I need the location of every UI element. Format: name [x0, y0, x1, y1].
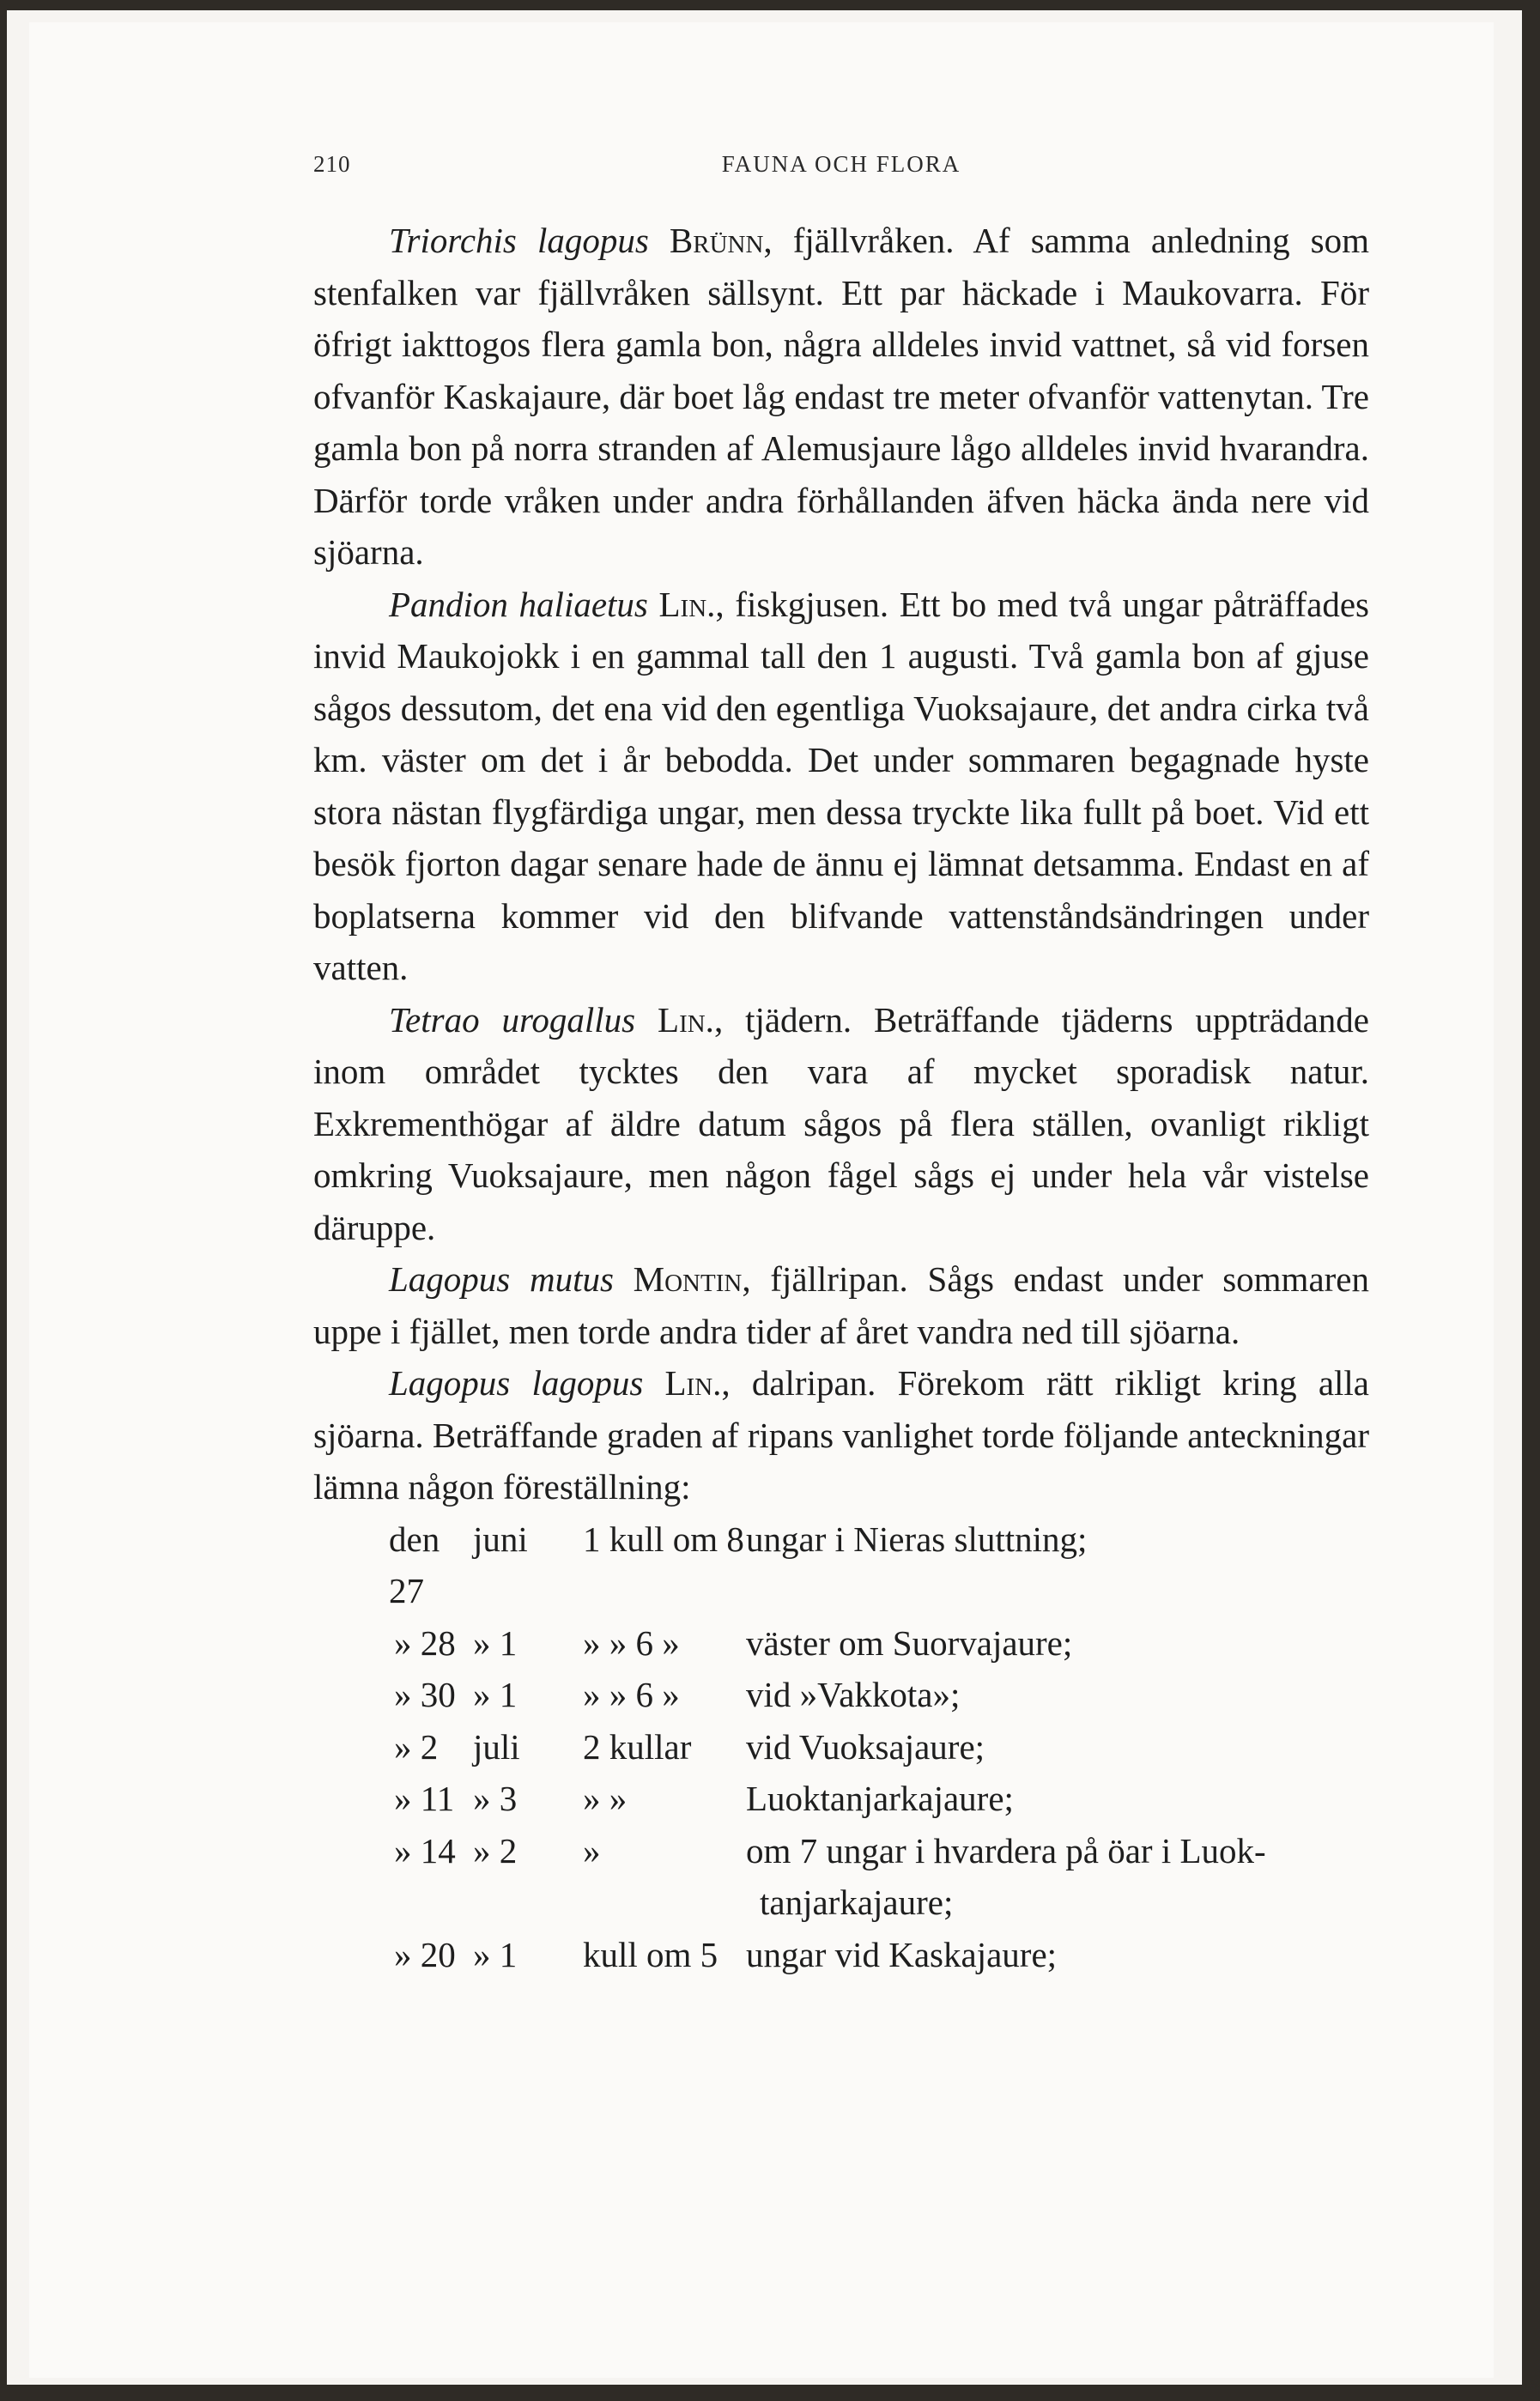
obs-date: » 14 [394, 1830, 456, 1870]
species-author: Brünn [669, 221, 764, 260]
species-name: Lagopus lagopus [389, 1363, 644, 1403]
obs-place: ungar i Nieras sluttning; [746, 1519, 1088, 1559]
species-author: Montin [633, 1259, 743, 1299]
body-text [313, 215, 1369, 1980]
obs-date: » 30 [394, 1675, 456, 1714]
species-author: Lin. [664, 1363, 722, 1403]
page-header [313, 151, 1369, 185]
paragraph [313, 1357, 1369, 1513]
obs-place: väster om Suorvajaure; [746, 1622, 1073, 1663]
obs-month: juni [473, 1519, 528, 1559]
paragraph-text: , fiskgjusen. Ett bo med två ungar påträffades invid Maukojokk i en gammal tall den 1 augusti. Två gamla bon af gjuse sågos dessutom, det ena vid den egentliga Vuoksajaure, det andra cirka två km. väster om det i år bebodda. Det under sommaren begagnade hyste stora nästan flygfärdiga ungar, men dessa tryckte lika fullt på boet. Vid ett besök fjorton dagar senare hade de ännu ej lämnat detsamma. Endast en af boplatserna kommer vid den blifvande vattenståndsändringen under vatten. [313, 584, 1370, 987]
obs-place: om 7 ungar i hvardera på öar i Luok- [746, 1830, 1266, 1870]
obs-place: Luoktanjarkajaure; [746, 1779, 1014, 1818]
observation-row [313, 1513, 1369, 1617]
obs-count: kull om 5 [583, 1934, 718, 1974]
obs-month: juli [473, 1726, 520, 1767]
obs-count: » [583, 1830, 601, 1870]
obs-date: » 28 [394, 1622, 456, 1663]
running-head: FAUNA OCH FLORA [721, 151, 961, 177]
observation-row [313, 1773, 1369, 1825]
page-number: 210 [313, 151, 351, 177]
paragraph [313, 1253, 1369, 1357]
paragraph-text: , fjällvråken. Af samma anledning som stenfalken var fjällvråken sällsynt. Ett par häckade i Maukovarra. För öfrigt iakttogos flera gamla bon, några alldeles invid vattnet, så vid forsen ofvanför Kaskajaure, där boet låg endast tre meter ofvanför vattenytan. Tre gamla bon på norra stranden af Alemusjaure lågo alldeles invid hvarandra. Därför torde vråken under andra förhållanden äfven häcka ända nere vid sjöarna. [313, 221, 1370, 572]
paragraph [313, 215, 1369, 579]
species-author: Lin. [658, 999, 714, 1040]
obs-date: » 20 [394, 1934, 456, 1974]
obs-month: » 1 [473, 1622, 518, 1663]
obs-date: den 27 [389, 1519, 440, 1610]
observation-row [313, 1721, 1369, 1773]
obs-count: » » 6 » [583, 1622, 680, 1663]
obs-count: » » [583, 1779, 628, 1818]
species-author: Lin. [658, 584, 716, 624]
obs-place: ungar vid Kaskajaure; [746, 1934, 1058, 1974]
obs-count: 1 kull om 8 [583, 1519, 744, 1559]
species-name: Pandion haliaetus [389, 584, 648, 624]
obs-place: vid »Vakkota»; [746, 1675, 961, 1714]
observation-row [313, 1669, 1369, 1721]
species-name: Lagopus mutus [389, 1259, 614, 1299]
observation-list [313, 1513, 1369, 1981]
observation-row [313, 1825, 1369, 1877]
paragraph-text: , dalripan. Förekom rätt rikligt kring alla sjöarna. Beträffande graden af ripans vanlighet torde följande anteckningar lämna någon föreställning: [313, 1363, 1370, 1507]
observation-row [313, 1929, 1369, 1981]
obs-month: » 2 [473, 1830, 518, 1870]
obs-date: » 2 [394, 1726, 439, 1767]
observation-row [313, 1617, 1369, 1670]
paragraph [313, 579, 1369, 994]
species-name: Tetrao urogallus [389, 999, 636, 1040]
obs-place: vid Vuoksajaure; [746, 1726, 985, 1767]
species-name: Triorchis lagopus [389, 221, 649, 260]
obs-month: » 1 [473, 1934, 518, 1974]
obs-count: » » 6 » [583, 1675, 680, 1714]
obs-count: 2 kullar [583, 1726, 692, 1767]
obs-date: » 11 [394, 1779, 455, 1818]
observation-continuation: tanjarkajaure; [760, 1883, 954, 1922]
paragraph [313, 994, 1369, 1254]
obs-month: » 1 [473, 1675, 518, 1714]
paragraph-text: , tjädern. Beträffande tjäderns uppträdande inom området tycktes den vara af mycket sporadisk natur. Exkrementhögar af äldre datum sågos på flera ställen, ovanligt rikligt omkring Vuoksajaure, men någon fågel sågs ej under hela vår vistelse däruppe. [313, 999, 1369, 1247]
obs-month: » 3 [473, 1779, 518, 1818]
paragraph-text: , fjällripan. Sågs endast under sommaren uppe i fjället, men torde andra tider af året vandra ned till sjöarna. [313, 1259, 1369, 1351]
